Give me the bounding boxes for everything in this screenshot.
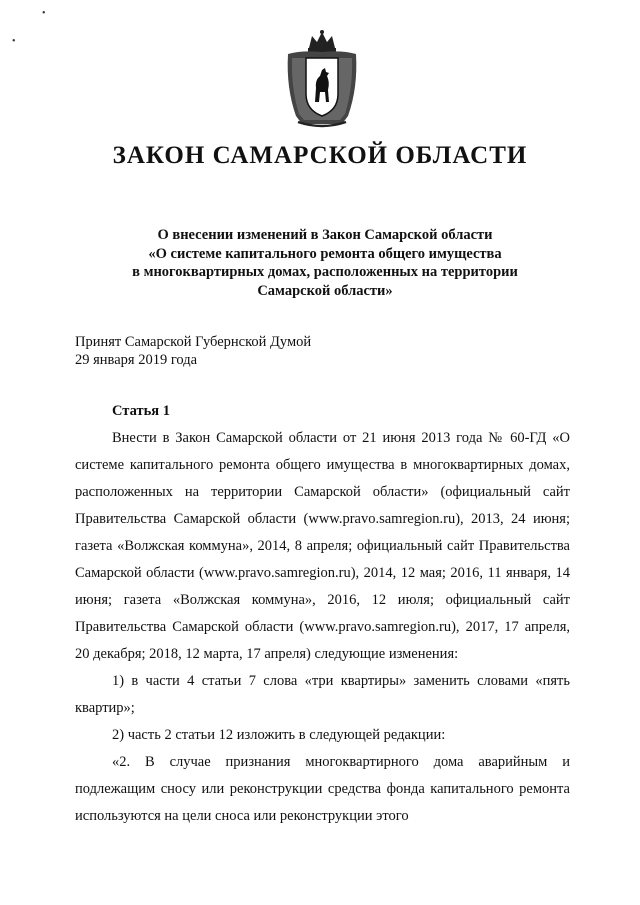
law-title: ЗАКОН САМАРСКОЙ ОБЛАСТИ	[112, 142, 528, 169]
scan-dot: •	[12, 36, 16, 47]
article-paragraph: 2) часть 2 статьи 12 изложить в следующей редакции:	[112, 727, 446, 743]
subtitle-line: О внесении изменений в Закон Самарской области	[157, 227, 493, 243]
samara-coat-of-arms-icon	[282, 28, 362, 130]
article-paragraph: 1) в части 4 статьи 7 слова «три квартиры» заменить словами «пять квартир»;	[75, 673, 570, 716]
adoption-line: Принят Самарской Губернской Думой	[75, 334, 312, 350]
scan-dot: •	[42, 8, 46, 19]
subtitle-line: «О системе капитального ремонта общего имущества	[148, 245, 502, 262]
subtitle-line: Самарской области»	[257, 282, 393, 299]
article-paragraph: Внести в Закон Самарской области от 21 июня 2013 года № 60-ГД «О системе капитального ремонта общего имущества в многоквартирных домах, расположенных на территории Самарской области» (официальный сайт Правительства Самарской области (www.pravo.samregion.ru), 2013, 24 июня; газета «Волжская коммуна», 2014, 8 апреля; официальный сайт Правительства Самарской области (www.pravo.samregion.ru), 2014, 12 мая; 2016, 11 января, 14 июня; газета «Волжская коммуна», 2016, 12 июля; официальный сайт Правительства Самарской области (www.pravo.samregion.ru), 2017, 17 апреля, 20 декабря; 2018, 12 марта, 17 апреля) следующие изменения:	[75, 430, 570, 662]
article-heading: Статья 1	[112, 403, 170, 419]
adoption-block	[75, 333, 311, 369]
article-body	[75, 425, 570, 830]
subtitle-line: в многоквартирных домах, расположенных на территории	[132, 264, 518, 280]
law-subtitle	[80, 226, 570, 300]
article-paragraph: «2. В случае признания многоквартирного дома аварийным и подлежащим сносу или реконструкции средства фонда капитального ремонта используются на цели сноса или реконструкции этого	[75, 754, 570, 824]
adoption-date: 29 января 2019 года	[75, 352, 198, 368]
